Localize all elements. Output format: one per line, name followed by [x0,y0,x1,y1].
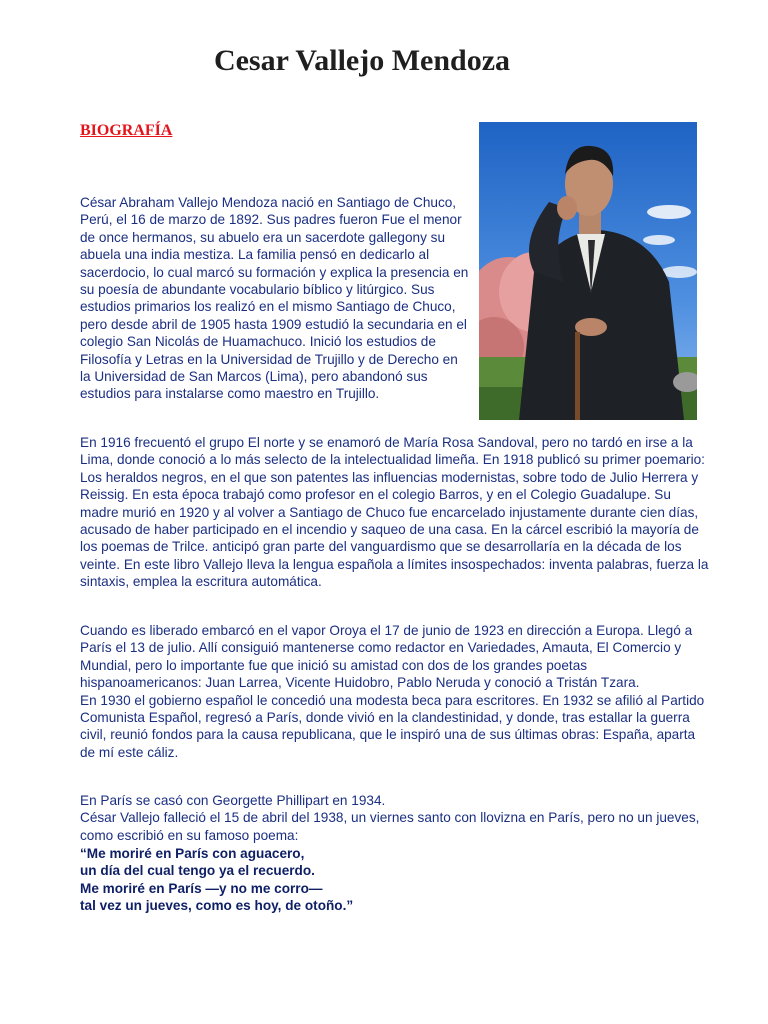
biography-paragraph-3 [80,622,710,761]
poem-line: “Me moriré en París con aguacero, [80,846,305,861]
portrait-photo [479,122,697,420]
biography-text-death: César Vallejo falleció el 15 de abril del 1938, un viernes santo con llovizna en París, pero no un jueves, como escribió en su famoso poema: [80,810,700,843]
section-heading: BIOGRAFÍA [80,122,173,139]
biography-text-1930: En 1930 el gobierno español le concedió una modesta beca para escritores. En 1932 se afilió al Partido Comunista Español, regresó a París, donde vivió en la clandestinidad, y donde, tras estallar la guerra civil, reunió fondos para la causa republicana, que le inspiró una de sus últimas obras: España, aparta de mí este cáliz. [80,692,705,760]
biography-paragraph-2: En 1916 frecuentó el grupo El norte y se enamoró de María Rosa Sandoval, pero no tardó en irse a la Lima, donde conoció a lo más selecto de la intelectualidad limeña. En 1918 publicó su primer poemario: Los heraldos negros, en el que son patentes las influencias modernistas, sobre todo de Julio Herrera y Reissig. En esta época trabajó como profesor en el colegio Barros, y en el Colegio Guadalupe. Su madre murió en 1920 y al volver a Santiago de Chuco fue encarcelado injustamente durante cien días, acusado de haber participado en el incendio y saqueo de una casa. En la cárcel escribió la mayoría de los poemas de Trilce. anticipó gran parte del vanguardismo que se desarrollaría en la década de los veinte. En este libro Vallejo lleva la lengua española a límites insospechados: inventa palabras, fuerza la sintaxis, emplea la escritura automática. [80,435,709,590]
biography-paragraph-1: César Abraham Vallejo Mendoza nació en Santiago de Chuco, Perú, el 16 de marzo de 1892. Sus padres fueron Fue el menor de once hermanos, su abuelo era un sacerdote gallegony su abuela una india mestiza. La familia pensó en dedicarlo al sacerdocio, lo cual marcó su formación y explica la presencia en su poesía de abundante vocabulario bíblico y litúrgico. Sus estudios primarios los realizó en el mismo Santiago de Chuco, pero desde abril de 1905 hasta 1909 estudió la secundaria en el colegio San Nicolás de Huamachuco. Inició los estudios de Filosofía y Letras en la Universidad de Trujillo y de Derecho en la Universidad de San Marcos (Lima), pero abandonó sus estudios para instalarse como maestro en Trujillo. [80,195,469,402]
biography-text-paris: Cuando es liberado embarcó en el vapor Oroya el 17 de junio de 1923 en dirección a Europa. Llegó a París el 13 de julio. Allí consiguió mantenerse como redactor en Variedades, Amauta, El Comercio y Mundial, pero lo importante fue que inició su amistad con dos de los grandes poetas hispanoamericanos: Juan Larrea, Vicente Huidobro, Pablo Neruda y conoció a Tristán Tzara. [80,623,693,691]
poem-line: un día del cual tengo ya el recuerdo. [80,863,315,879]
biography-text-marriage: En París se casó con Georgette Phillipart en 1934. [80,793,386,808]
poem-line: Me moriré en París —y no me corro— [80,880,323,896]
page-title: Cesar Vallejo Mendoza [213,44,511,77]
poem-line: tal vez un jueves, como es hoy, de otoño.” [80,898,354,914]
biography-paragraph-4 [80,792,710,844]
poem-quote [80,845,353,915]
